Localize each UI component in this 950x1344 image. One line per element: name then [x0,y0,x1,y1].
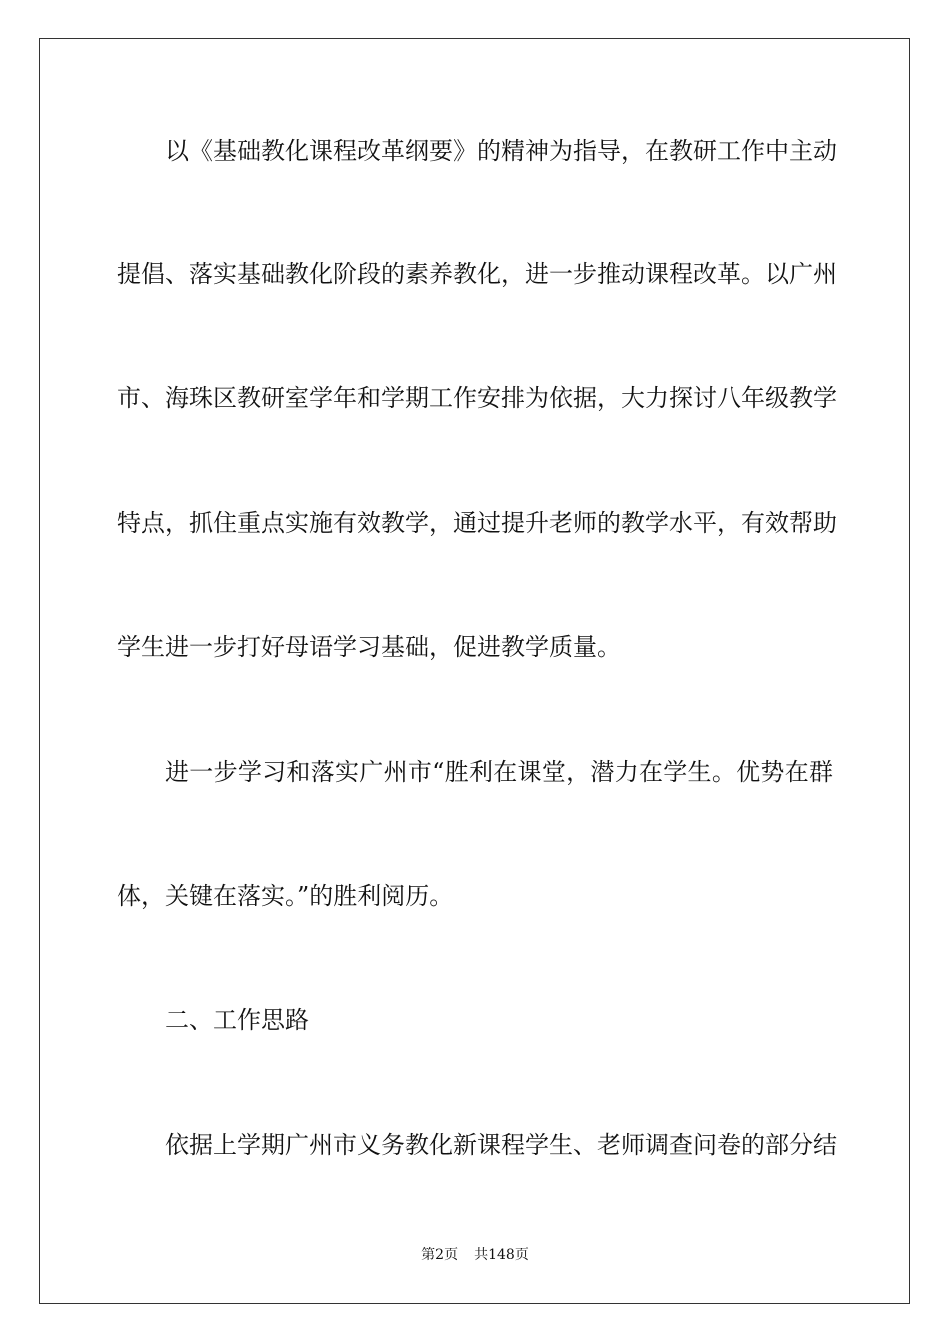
paragraph-1-line-1: 以《基础教化课程改革纲要》的精神为指导，在教研工作中主动 [165,137,837,165]
paragraph-1-line-2: 提倡、落实基础教化阶段的素养教化，进一步推动课程改革。以广州 [117,260,837,288]
page-number: 第2页 [421,1247,459,1263]
page-total: 共148页 [474,1247,529,1263]
paragraph-2-line-2: 体，关键在落实。”的胜利阅历。 [117,882,454,910]
paragraph-1-line-4: 特点，抓住重点实施有效教学，通过提升老师的教学水平，有效帮助 [117,509,837,537]
section-heading: 二、工作思路 [165,1006,309,1034]
page-border [39,38,910,1304]
paragraph-2-line-1: 进一步学习和落实广州市“胜利在课堂，潜力在学生。优势在群 [165,758,833,786]
paragraph-1-line-3: 市、海珠区教研室学年和学期工作安排为依据，大力探讨八年级教学 [117,384,837,412]
paragraph-3-line-1: 依据上学期广州市义务教化新课程学生、老师调查问卷的部分结 [165,1131,837,1159]
paragraph-1-line-5: 学生进一步打好母语学习基础，促进教学质量。 [117,633,621,661]
page-footer [0,1246,950,1264]
